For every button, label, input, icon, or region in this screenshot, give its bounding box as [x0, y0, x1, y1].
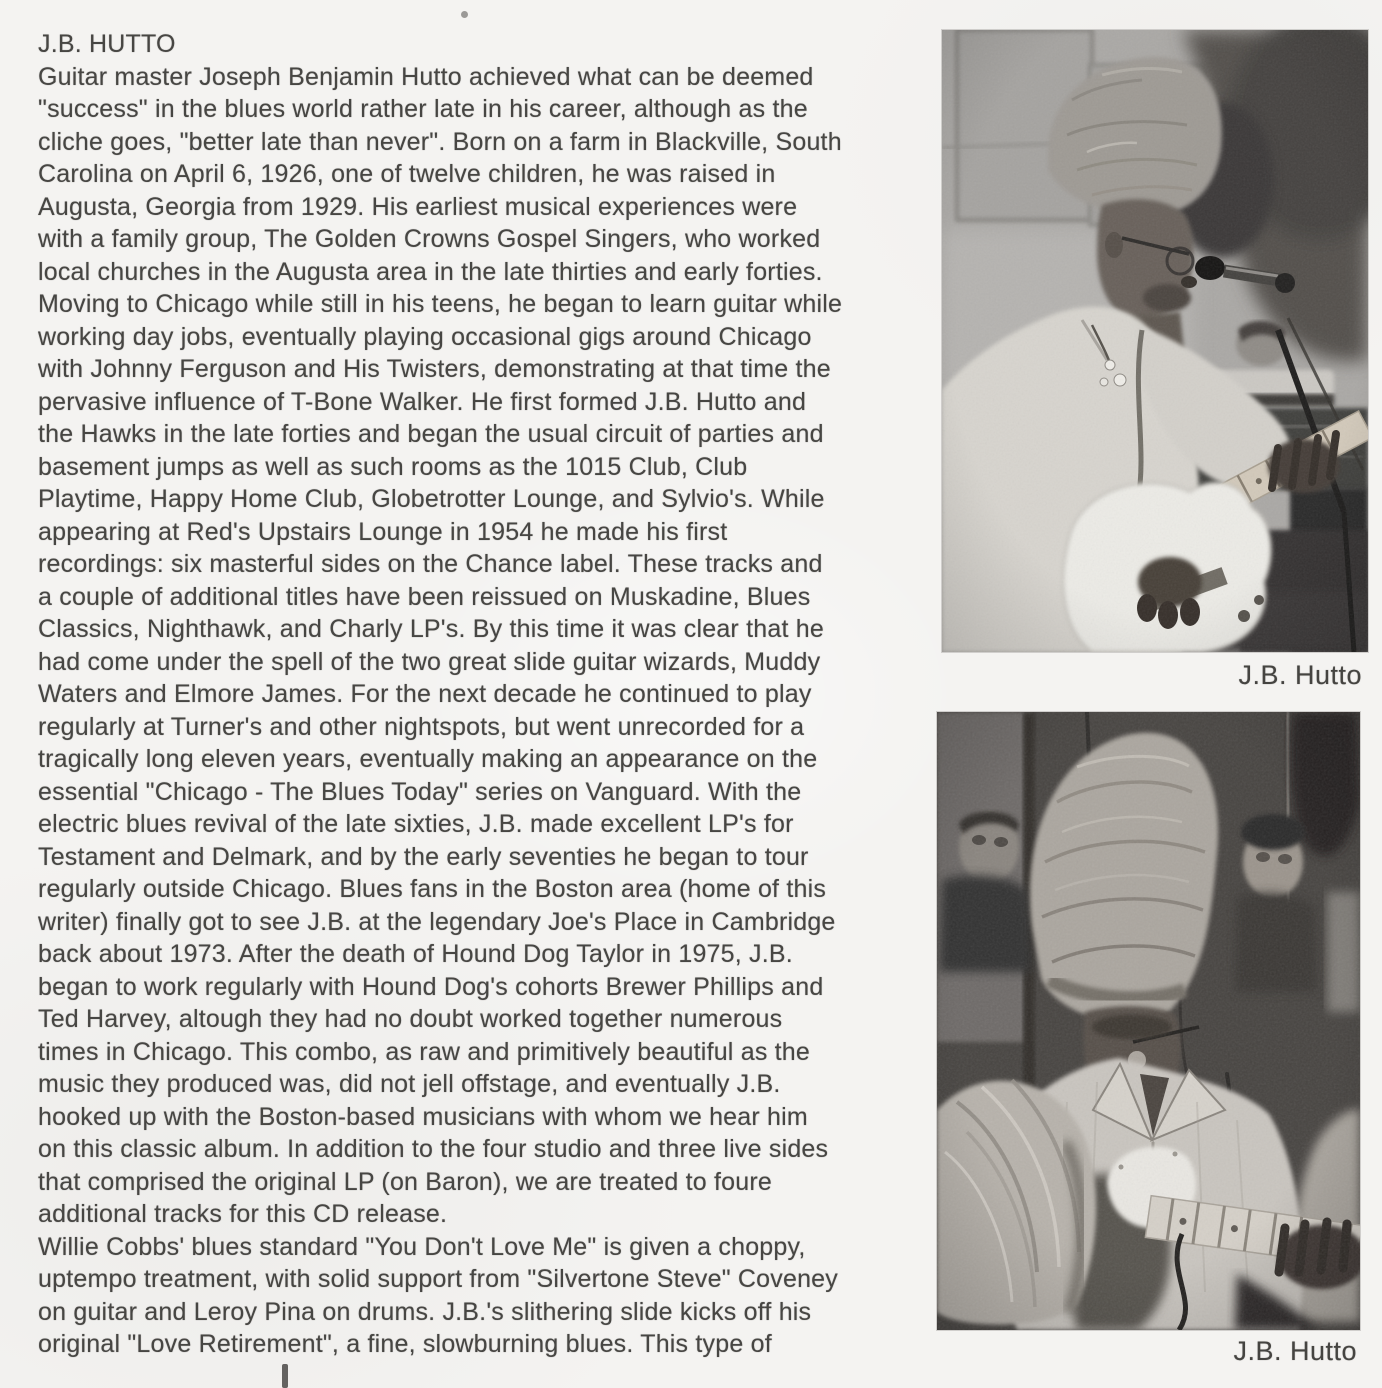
text-line: local churches in the Augusta area in the late thirties and early forties.: [38, 257, 823, 286]
photo-1-image: [942, 30, 1368, 652]
scan-artifact-dot: [461, 11, 468, 18]
text-line: cliche goes, "better late than never". Born on a farm in Blackville, South: [38, 127, 842, 156]
article-title: J.B. HUTTO: [38, 30, 176, 58]
text-line: with Johnny Ferguson and His Twisters, demonstrating at that time the: [38, 355, 831, 383]
text-line: a couple of additional titles have been reissued on Muskadine, Blues: [38, 582, 811, 611]
text-line: on this classic album. In addition to the four studio and three live sides: [38, 1135, 829, 1163]
photo-top: [942, 30, 1368, 652]
text-line: pervasive influence of T-Bone Walker. He first formed J.B. Hutto and: [38, 387, 807, 416]
text-line: appearing at Red's Upstairs Lounge in 1954 he made his first: [38, 517, 728, 546]
text-line: on guitar and Leroy Pina on drums. J.B.'s slithering slide kicks off his: [38, 1297, 812, 1326]
text-line: recordings: six masterful sides on the Chance label. These tracks and: [38, 550, 823, 578]
text-line: Ted Harvey, altough they had no doubt worked together numerous: [38, 1005, 783, 1033]
text-line: Waters and Elmore James. For the next decade he continued to play: [38, 680, 812, 708]
text-line: Guitar master Joseph Benjamin Hutto achieved what can be deemed: [38, 62, 814, 91]
text-line: original "Love Retirement", a fine, slowburning blues. This type of: [38, 1330, 772, 1358]
text-line: tragically long eleven years, eventually making an appearance on the: [38, 745, 818, 773]
text-line: hooked up with the Boston-based musicians with whom we hear him: [38, 1102, 808, 1131]
text-line: that comprised the original LP (on Baron), we are treated to foure: [38, 1167, 772, 1196]
photo-2-image: [937, 712, 1360, 1330]
text-line: Classics, Nighthawk, and Charly LP's. By this time it was clear that he: [38, 615, 824, 643]
text-line: Augusta, Georgia from 1929. His earliest musical experiences were: [38, 192, 798, 221]
text-line: Willie Cobbs' blues standard "You Don't Love Me" is given a choppy,: [38, 1232, 806, 1261]
text-line: working day jobs, eventually playing occasional gigs around Chicago: [38, 322, 812, 351]
text-line: "success" in the blues world rather late in his career, although as the: [38, 95, 808, 123]
article-text: [38, 28, 938, 1361]
photo-top-caption: J.B. Hutto: [1238, 660, 1362, 690]
text-line: times in Chicago. This combo, as raw and primitively beautiful as the: [38, 1037, 811, 1066]
text-line: uptempo treatment, with solid support from "Silvertone Steve" Coveney: [38, 1265, 838, 1293]
article-body: [38, 61, 938, 1361]
text-line: back about 1973. After the death of Hound Dog Taylor in 1975, J.B.: [38, 940, 793, 968]
text-line: began to work regularly with Hound Dog's cohorts Brewer Phillips and: [38, 972, 824, 1001]
photo-bottom: [937, 712, 1360, 1330]
text-line: had come under the spell of the two great slide guitar wizards, Muddy: [38, 647, 821, 676]
text-line: additional tracks for this CD release.: [38, 1200, 448, 1228]
text-line: essential "Chicago - The Blues Today" series on Vanguard. With the: [38, 777, 802, 806]
text-line: music they produced was, did not jell offstage, and eventually J.B.: [38, 1070, 781, 1098]
text-line: writer) finally got to see J.B. at the legendary Joe's Place in Cambridge: [38, 907, 836, 936]
text-line: electric blues revival of the late sixties, J.B. made excellent LP's for: [38, 810, 794, 838]
text-line: the Hawks in the late forties and began the usual circuit of parties and: [38, 420, 824, 448]
text-line: regularly outside Chicago. Blues fans in the Boston area (home of this: [38, 875, 827, 903]
scan-artifact-tick: [282, 1364, 288, 1388]
text-line: Playtime, Happy Home Club, Globetrotter Lounge, and Sylvio's. While: [38, 485, 825, 513]
text-line: regularly at Turner's and other nightspots, but went unrecorded for a: [38, 712, 805, 741]
text-line: Carolina on April 6, 1926, one of twelve children, he was raised in: [38, 160, 776, 188]
text-line: Testament and Delmark, and by the early seventies he began to tour: [38, 842, 809, 871]
text-line: Moving to Chicago while still in his teens, he began to learn guitar while: [38, 290, 843, 318]
text-line: with a family group, The Golden Crowns Gospel Singers, who worked: [38, 225, 821, 253]
text-line: basement jumps as well as such rooms as the 1015 Club, Club: [38, 452, 748, 481]
photo-bottom-caption: J.B. Hutto: [1233, 1336, 1357, 1366]
